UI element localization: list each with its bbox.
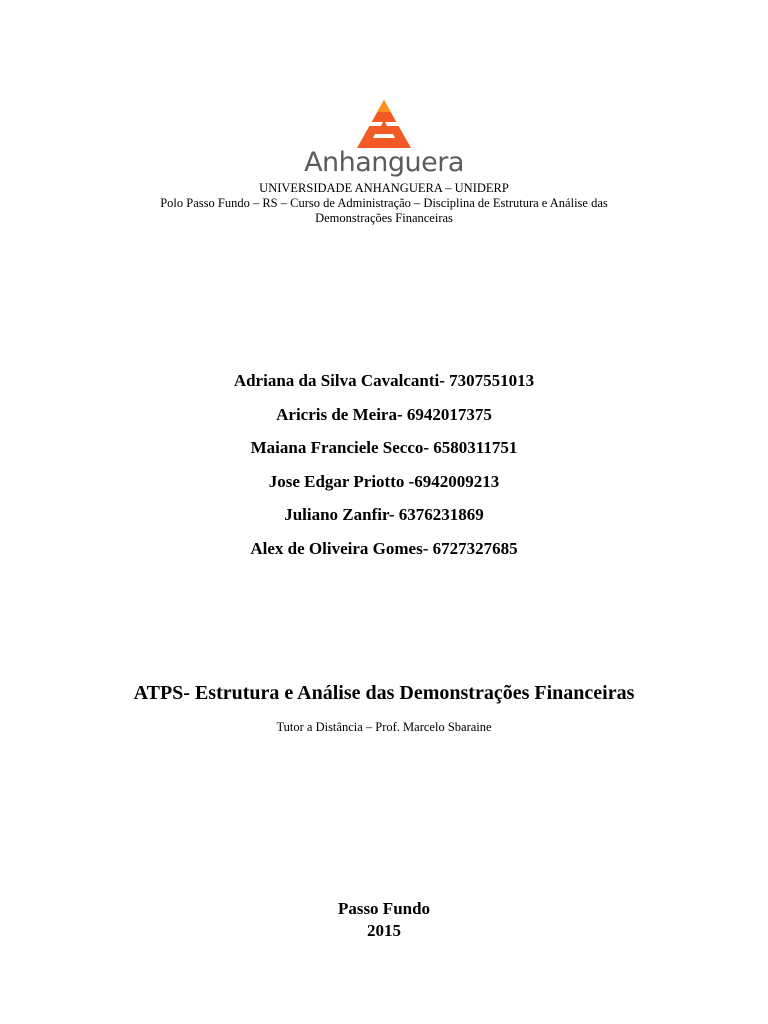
footer-city: Passo Fundo [337,899,431,918]
member-name: Jose Edgar Priotto -6942009213 [268,471,500,491]
document-title: ATPS- Estrutura e Análise das Demonstrações Financeiras [133,682,635,704]
university-header [0,181,768,226]
university-logo [0,98,768,150]
member-list [0,369,768,571]
member-name: Maiana Franciele Secco- 6580311751 [250,438,518,458]
member-name: Alex de Oliveira Gomes- 6727327685 [250,538,518,558]
member-name: Adriana da Silva Cavalcanti- 7307551013 [233,371,535,390]
member-name: Aricris de Meira- 6942017375 [276,404,492,424]
tutor-line: Tutor a Distância – Prof. Marcelo Sbaraine [276,720,492,734]
course-line-2: Demonstrações Financeiras [315,211,453,225]
course-line-1: Polo Passo Fundo – RS – Curso de Administração – Disciplina de Estrutura e Análise das [160,196,608,210]
anhanguera-triangle-icon [355,98,413,150]
logo-brand-text: Anhanguera [304,147,464,178]
university-name: UNIVERSIDADE ANHANGUERA – UNIDERP [259,181,509,195]
footer-block [0,898,768,942]
member-name: Juliano Zanfir- 6376231869 [284,505,484,525]
footer-year: 2015 [367,921,401,940]
